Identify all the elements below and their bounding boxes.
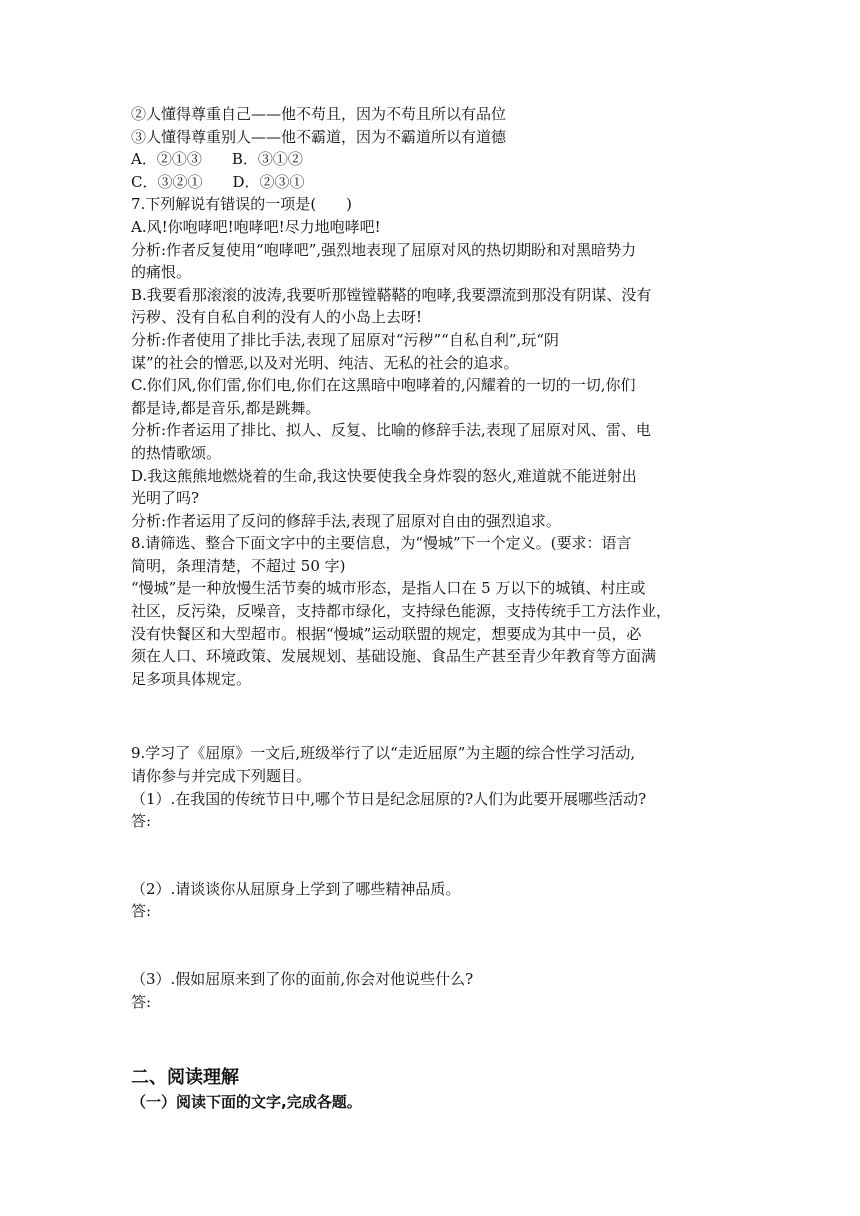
answer-choices-ab: A．②①③ B．③①②: [131, 150, 303, 169]
q9-sub-3: （3）.假如屈原来到了你的面前,你会对他说些什么?: [131, 970, 474, 988]
answer-space-q9-2: [131, 923, 731, 968]
q9-sub-2: （2）.请谈谈你从屈原身上学到了哪些精神品质。: [131, 879, 461, 898]
q9-answer-1: 答:: [131, 812, 152, 831]
q7-option-b-cont: 污秽、没有自私自利的没有人的小岛上去呀!: [131, 308, 423, 327]
q7-analysis-b-cont: 谋”的社会的憎恶,以及对光明、纯洁、无私的社会的追求。: [131, 353, 519, 372]
answer-space-q9-3: [131, 1013, 731, 1065]
option-line-3: ③人懂得尊重别人——他不霸道，因为不霸道所以有道德: [131, 127, 507, 146]
q9-sub-1: （1）.在我国的传统节日中,哪个节日是纪念屈原的?人们为此要开展哪些活动?: [131, 789, 647, 808]
q8-passage-4: 须在人口、环境政策、发展规划、基础设施、食品生产甚至青少年教育等方面满: [131, 647, 657, 666]
q7-analysis-c: 分析:作者运用了排比、拟人、反复、比喻的修辞手法,表现了屈原对风、雷、电: [131, 421, 651, 440]
section-subheading: （一）阅读下面的文字,完成各题。: [131, 1093, 362, 1112]
q7-option-d-cont: 光明了吗?: [131, 489, 200, 508]
section-heading-reading: 二、阅读理解: [131, 1067, 239, 1089]
q9-answer-3: 答:: [131, 992, 152, 1011]
q8-passage-3: 没有快餐区和大型超市。根据“慢城”运动联盟的规定，想要成为其中一员，必: [131, 624, 642, 643]
option-line-2: ②人懂得尊重自己——他不苟且，因为不苟且所以有品位: [131, 105, 507, 123]
question-8: 8.请筛选、整合下面文字中的主要信息，为“慢城”下一个定义。(要求：语言: [131, 534, 632, 553]
q7-option-a: A.风!你咆哮吧!咆哮吧!尽力地咆哮吧!: [131, 217, 381, 236]
document-content: [131, 103, 731, 1113]
q8-passage-5: 足多项具体规定。: [131, 669, 252, 688]
answer-choices-cd: C．③②① D．②③①: [131, 172, 305, 191]
answer-space-q8: [131, 690, 731, 742]
question-8-cont: 简明，条理清楚，不超过 50 字): [131, 556, 346, 575]
question-9-cont: 请你参与并完成下列题目。: [131, 767, 312, 786]
q8-passage-2: 社区，反污染，反噪音，支持都市绿化，支持绿色能源，支持传统手工方法作业，: [131, 602, 672, 621]
q7-option-b: B.我要看那滚滚的波涛,我要听那镗镗鞳鞳的咆哮,我要漂流到那没有阴谋、没有: [131, 285, 652, 304]
q7-analysis-c-cont: 的热情歌颂。: [131, 443, 222, 462]
q9-answer-2: 答:: [131, 902, 152, 921]
answer-space-q9-1: [131, 833, 731, 878]
q8-passage-1: “慢城”是一种放慢生活节奏的城市形态，是指人口在 5 万以下的城镇、村庄或: [131, 579, 646, 598]
q7-analysis-b: 分析:作者使用了排比手法,表现了屈原对“污秽”“自私自利”,玩“阴: [131, 330, 559, 349]
q7-option-c-cont: 都是诗,都是音乐,都是跳舞。: [131, 398, 321, 417]
q7-analysis-a-cont: 的痛恨。: [131, 263, 192, 282]
question-7: 7.下列解说有错误的一项是( ): [131, 195, 353, 214]
q7-option-c: C.你们风,你们雷,你们电,你们在这黑暗中咆哮着的,闪耀着的一切的一切,你们: [131, 376, 636, 395]
question-9: 9.学习了《屈原》一文后,班级举行了以“走近屈原”为主题的综合性学习活动,: [131, 744, 636, 763]
q7-option-d: D.我这熊熊地燃烧着的生命,我这快要使我全身炸裂的怒火,难道就不能迸射出: [131, 466, 637, 485]
q7-analysis-a: 分析:作者反复使用“咆哮吧”,强烈地表现了屈原对风的热切期盼和对黑暗势力: [131, 240, 637, 259]
q7-analysis-d: 分析:作者运用了反问的修辞手法,表现了屈原对自由的强烈追求。: [131, 511, 561, 530]
